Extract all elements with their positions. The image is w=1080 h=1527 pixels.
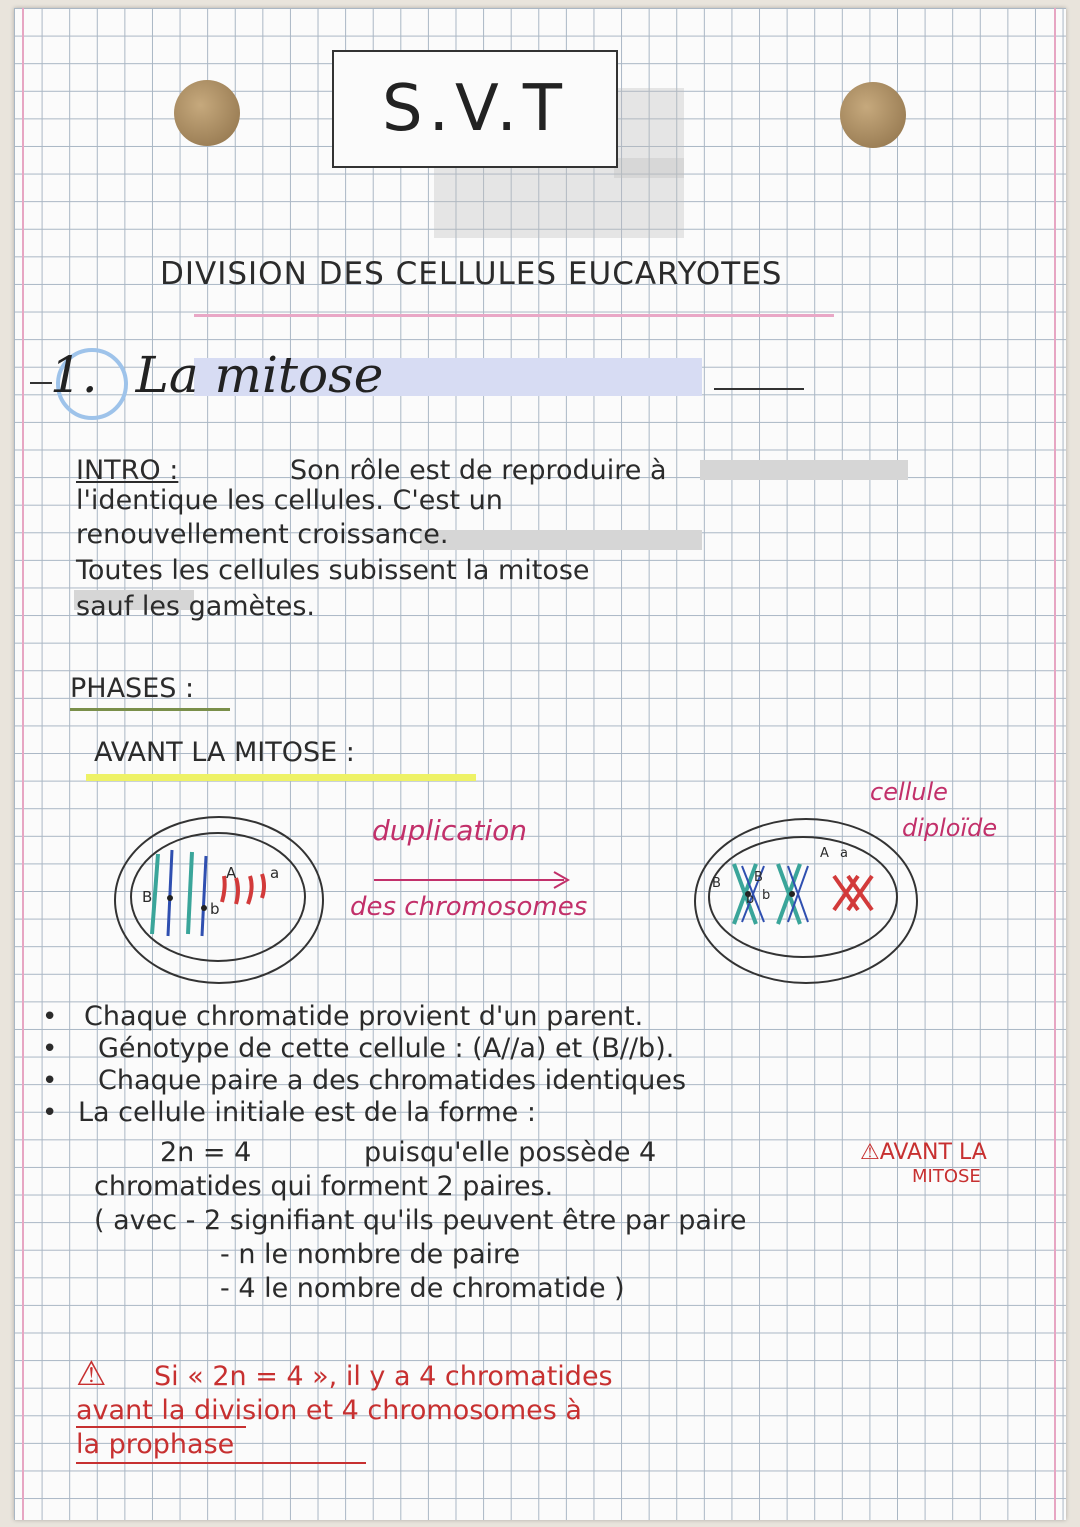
intro-line: Son rôle est de reproduire à	[290, 455, 667, 486]
title-box	[332, 50, 618, 168]
chromosome-blue	[168, 850, 172, 936]
chromosomes-right	[708, 836, 894, 954]
before-mitosis-label: AVANT LA MITOSE :	[94, 737, 355, 768]
section-title: La mitose	[135, 346, 384, 404]
gene-label: B	[754, 870, 763, 885]
bullet-item: Chaque chromatide provient d'un parent.	[84, 1001, 644, 1032]
dash-left	[30, 382, 52, 384]
formula-warning: ⚠AVANT LA	[860, 1140, 987, 1165]
bullet-dot: •	[42, 1066, 58, 1096]
dash-right	[714, 388, 804, 390]
formula-warning: MITOSE	[912, 1166, 981, 1187]
margin-line-right	[1054, 8, 1056, 1520]
section-number: 1.	[50, 346, 98, 404]
centromere	[201, 905, 207, 911]
centromere	[167, 895, 173, 901]
chapter-title: DIVISION DES CELLULES EUCARYOTES	[160, 256, 783, 292]
arrow-bottom-label: des chromosomes	[350, 892, 588, 922]
formula-eq: 2n = 4	[160, 1137, 252, 1168]
warning-line: avant la division et 4 chromosomes à	[76, 1395, 582, 1426]
notebook-page	[14, 8, 1066, 1520]
formula-text: puisqu'elle possède 4	[364, 1137, 657, 1168]
warning-icon: ⚠	[76, 1354, 107, 1394]
margin-line-left	[22, 8, 24, 1520]
gene-label: b	[746, 892, 755, 907]
highlight	[700, 460, 908, 480]
gene-label: b	[210, 900, 220, 918]
bullet-dot: •	[42, 1034, 58, 1064]
gene-label: B	[712, 876, 721, 891]
chromatid-pair-red	[834, 876, 872, 910]
chromosome-teal	[188, 852, 192, 934]
gene-label: B	[142, 888, 153, 906]
arrow-top-label: duplication	[372, 814, 528, 847]
page-title: S.V.T	[382, 72, 568, 146]
cell-label: diploïde	[902, 814, 998, 842]
bullet-dot: •	[42, 1002, 58, 1032]
intro-line: sauf les gamètes.	[76, 591, 316, 622]
cell-label: cellule	[870, 778, 948, 806]
formula-line: ( avec - 2 signifiant qu'ils peuvent être par paire	[94, 1205, 747, 1236]
chapter-underline	[194, 314, 834, 317]
bullet-item: Chaque paire a des chromatides identiques	[98, 1065, 687, 1096]
punch-hole-left	[174, 80, 240, 146]
intro-line: l'identique les cellules. C'est un	[76, 485, 503, 516]
centromere	[789, 891, 795, 897]
warning-underline	[76, 1426, 246, 1428]
gene-label: a	[270, 864, 280, 882]
gene-label: b	[762, 888, 771, 903]
phases-label: PHASES :	[70, 673, 195, 704]
warning-line: Si « 2n = 4 », il y a 4 chromatides	[154, 1361, 613, 1392]
gene-label: A	[226, 864, 237, 882]
section-heading	[50, 346, 383, 404]
warning-line: la prophase	[76, 1429, 235, 1460]
gene-label: A	[820, 846, 829, 861]
formula-line: chromatides qui forment 2 paires.	[94, 1171, 554, 1202]
bullet-dot: •	[42, 1098, 58, 1128]
arrow	[374, 870, 574, 890]
formula-line: - 4 le nombre de chromatide )	[220, 1273, 625, 1304]
formula-line: - n le nombre de paire	[220, 1239, 521, 1270]
bullet-item: La cellule initiale est de la forme :	[78, 1097, 536, 1128]
chromosome-blue	[202, 856, 206, 936]
bullet-item: Génotype de cette cellule : (A//a) et (B//b).	[98, 1033, 675, 1064]
punch-hole-right	[840, 82, 906, 148]
warning-underline	[76, 1462, 366, 1464]
intro-line: renouvellement croissance.	[76, 519, 449, 550]
intro-label: INTRO :	[76, 455, 179, 486]
phases-underline	[70, 708, 230, 711]
highlight	[420, 530, 702, 550]
before-mitosis-highlight	[86, 774, 476, 781]
chromosome-teal	[152, 854, 158, 934]
smudge	[614, 88, 684, 178]
gene-label: a	[840, 846, 848, 861]
chromosomes-left	[130, 832, 302, 958]
intro-line: Toutes les cellules subissent la mitose	[76, 555, 590, 586]
